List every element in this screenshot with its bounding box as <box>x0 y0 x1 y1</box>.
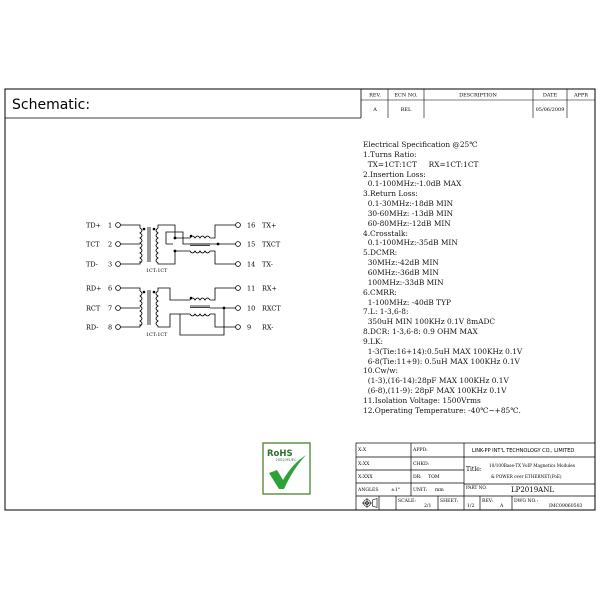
pin-label-rx-plus: RX+ <box>262 284 277 293</box>
pin-2-terminal <box>116 242 121 247</box>
spec-line: 0.1-30MHz:-18dB MIN <box>363 199 454 209</box>
pin-label-td-minus: TD- <box>86 260 98 269</box>
spec-line: 2.Insertion Loss: <box>363 169 426 179</box>
pin-label-txct: TXCT <box>262 240 281 249</box>
tx-ratio-label: 1CT:1CT <box>146 269 168 274</box>
part-no-label: PART NO. <box>466 485 487 490</box>
pin-1-terminal <box>116 223 121 228</box>
part-no-value: LP2019ANL <box>511 486 555 494</box>
rohs-title: RoHS <box>267 449 293 459</box>
tol-xx: X:XX <box>358 462 370 467</box>
spec-line: 12.Operating Temperature: -40℃~+85℃. <box>363 405 521 415</box>
description-header: DESCRIPTION <box>459 92 497 99</box>
pin-num-6: 6 <box>108 284 113 293</box>
spec-line: TX=1CT:1CT RX=1CT:1CT <box>363 159 479 169</box>
rev-header: REV. <box>369 92 381 99</box>
pin-3-terminal <box>116 262 121 267</box>
pin-num-8: 8 <box>108 323 113 332</box>
angles-label: ANGLES <box>358 488 379 493</box>
pin-num-11: 11 <box>247 284 256 293</box>
sheet-label: SHEET: <box>440 499 459 504</box>
spec-line: 350uH MIN 100KHz 0.1V 8mADC <box>363 317 496 327</box>
pin-num-9: 9 <box>247 323 252 332</box>
pin-label-rct: RCT <box>86 304 101 313</box>
appd-label: APPD: <box>413 448 428 453</box>
spec-line: 3.Return Loss: <box>363 189 418 199</box>
title-line-2: & POWER over ETHERNET(PoE) <box>491 474 562 479</box>
pin-num-3: 3 <box>108 260 113 269</box>
spec-line: 5.DCMR: <box>363 248 398 258</box>
date-header: DATE <box>542 92 558 99</box>
revision-table-row <box>372 107 564 113</box>
title-block-text <box>357 447 582 509</box>
spec-line: 7.L: 1-3,6-8: <box>363 307 409 317</box>
rohs-subtitle: 2002/95/EC <box>275 458 297 462</box>
spec-line: 30-60MHz: -13dB MIN <box>363 208 454 218</box>
pin-label-rd-plus: RD+ <box>86 284 102 293</box>
spec-line: 6.CMRR: <box>363 287 397 297</box>
tol-x: X:X <box>358 448 367 453</box>
spec-line: 9.LK: <box>363 336 383 346</box>
pin-14-terminal <box>236 262 241 267</box>
projection-symbol-icon <box>362 498 377 508</box>
dwg-label: DWG NO.: <box>514 499 539 504</box>
spec-line: 30MHz:-42dB MIN <box>363 258 439 268</box>
pin-label-rx-minus: RX- <box>262 323 274 332</box>
schematic-title: Schematic: <box>12 97 91 113</box>
pin-label-td-plus: TD+ <box>86 221 101 230</box>
pin-label-tx-minus: TX- <box>262 260 273 269</box>
pin-label-tct: TCT <box>86 240 100 249</box>
title-line-1: 10/100Base-TX VoIP Magnetics Modules <box>489 463 575 468</box>
rev-block-value: A <box>500 504 504 509</box>
spec-line: 4.Crosstalk: <box>363 228 408 238</box>
spec-line: (6-8),(11-9): 28pF MAX 100KHz 0.1V <box>363 386 507 396</box>
electrical-specification <box>363 140 595 416</box>
pin-num-1: 1 <box>108 221 113 230</box>
pin-num-16: 16 <box>247 221 256 230</box>
ecn-header: ECN NO. <box>394 92 418 99</box>
pin-num-2: 2 <box>108 240 113 249</box>
spec-line: 10.Cw/w: <box>363 366 399 376</box>
spec-line: 0.1-100MHz:-1.0dB MAX <box>363 179 462 189</box>
rohs-logo <box>263 443 310 494</box>
pin-16-terminal <box>236 223 241 228</box>
dr-value: TOM <box>428 475 440 480</box>
spec-line: 100MHz:-33dB MIN <box>363 277 444 287</box>
ecn-value: REL <box>400 107 412 113</box>
spec-line: Electrical Specification @25℃ <box>363 140 478 149</box>
dr-label: DR: <box>413 475 422 480</box>
unit-label: UNIT: <box>413 488 428 493</box>
scale-label: SCALE: <box>398 499 416 504</box>
spec-line: 60-80MHz:-12dB MIN <box>363 218 451 228</box>
angles-value: ±1° <box>391 488 401 493</box>
pin-label-rxct: RXCT <box>262 304 281 313</box>
unit-value: mm <box>435 488 444 493</box>
pin-num-15: 15 <box>247 240 256 249</box>
right-pin-labels <box>247 222 281 332</box>
spec-line: 1.Turns Ratio: <box>363 149 417 159</box>
spec-line: 0.1-100MHz:-35dB MIN <box>363 238 458 248</box>
spec-line: 1-100MHz: -40dB TYP <box>363 297 451 307</box>
revision-table-headers <box>369 93 588 99</box>
company-name: LINK-PP INT'L TECHNOLOGY CO., LIMITED <box>472 448 575 454</box>
sheet-value: 1/2 <box>467 504 475 509</box>
pin-label-rd-minus: RD- <box>86 323 99 332</box>
tol-xxx: X:XXX <box>358 475 373 480</box>
pin-15-terminal <box>236 242 241 247</box>
spec-line: 60MHz:-36dB MIN <box>363 267 439 277</box>
pin-6-terminal <box>116 286 121 291</box>
scale-value: 2/1 <box>424 504 432 509</box>
pin-8-terminal <box>116 325 121 330</box>
pin-9-terminal <box>236 325 241 330</box>
pin-num-14: 14 <box>247 260 256 269</box>
pin-num-7: 7 <box>108 304 113 313</box>
spec-line: (1-3),(16-14):28pF MAX 100KHz 0.1V <box>363 376 509 386</box>
spec-line: 6-8(Tie:11+9): 0.5uH MAX 100KHz 0.1V <box>363 356 520 366</box>
pin-10-terminal <box>236 306 241 311</box>
pin-label-tx-plus: TX+ <box>262 221 277 230</box>
rx-ratio-label: 1CT:1CT <box>146 333 168 338</box>
title-label: Title: <box>466 466 482 473</box>
pin-num-10: 10 <box>247 304 256 313</box>
spec-line: 8.DCR: 1-3,6-8: 0.9 OHM MAX <box>363 327 478 337</box>
rev-label: REV: <box>482 499 494 504</box>
schematic-diagram <box>116 223 241 335</box>
dwg-value: IMC09060503 <box>549 504 583 509</box>
pin-7-terminal <box>116 306 121 311</box>
rev-value: A <box>373 107 377 113</box>
chkd-label: CHKD: <box>413 462 430 467</box>
spec-line: 11.Isolation Voltage: 1500Vrms <box>363 395 481 405</box>
left-pin-labels <box>86 222 112 332</box>
appr-header: APPR <box>573 92 589 99</box>
date-value: 05/06/2009 <box>535 107 565 113</box>
spec-line: 1-3(Tie:16+14):0.5uH MAX 100KHz 0.1V <box>363 346 523 356</box>
pin-11-terminal <box>236 286 241 291</box>
